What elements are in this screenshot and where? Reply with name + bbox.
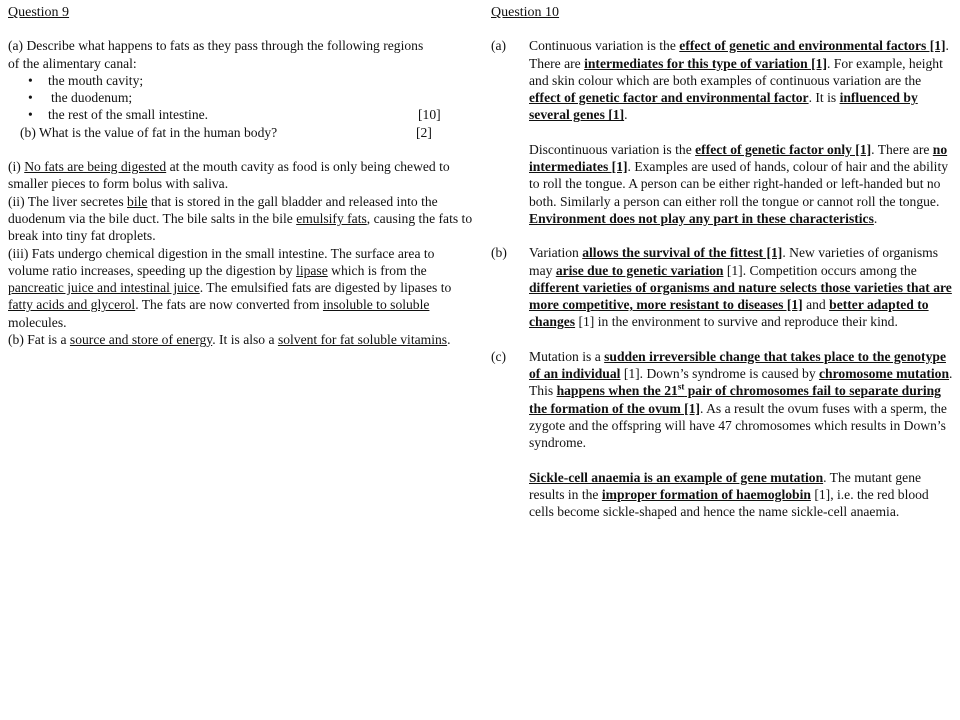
question-9a-prompt [8, 37, 478, 72]
bullet-item: • the rest of the small intestine. [10] [26, 106, 478, 123]
answer-part-b: (b) Fat is a source and store of energy. It is also a solvent for fat soluble vitamins. [8, 332, 451, 348]
bullet-item: • the mouth cavity; [26, 72, 478, 89]
marks-label: [10] [418, 107, 441, 123]
question-9-answer [8, 158, 478, 348]
answer-part-ii: (ii) The liver secretes bile that is stored in the gall bladder and released into the duodenum via the bile duct. The bile salts in the bile emulsify fats, causing the fats to break into tiny fat droplets. [8, 193, 473, 244]
question-9a-line1: (a) Describe what happens to fats as they pass through the following regions [8, 38, 424, 54]
question-9-column [8, 4, 478, 348]
question-9a-line2: of the alimentary canal: [8, 55, 137, 71]
marks-label: [2] [416, 124, 432, 140]
question-9-title: Question 9 [8, 5, 70, 20]
answer-10a-continuous: Continuous variation is the effect of genetic and environmental factors [1]. There are intermediates for this type of variation [1]. For example, height and skin colour which are both examples of continuous variation are the effect of genetic factor and environmental factor. It is influenced by several genes [1]. [529, 38, 949, 123]
question-9a-bullets [8, 72, 478, 124]
answer-10a-discontinuous: Discontinuous variation is the effect of genetic factor only [1]. There are no intermediates [1]. Examples are used of hands, colour of hair and the ability to roll the tongue. A person can be either right-handed or left-handed but no both. Similarly a person can either roll the tongue or cannot roll the tongue. Environment does not play any part in these characteristics. [529, 141, 949, 226]
question-10-column [491, 4, 953, 520]
question-10b-section [491, 244, 953, 330]
answer-10c-sickle-cell: Sickle-cell anaemia is an example of gene mutation. The mutant gene results in the improper formation of haemoglobin [1], i.e. the red blood cells become sickle-shaped and hence the name sickle-cell anaemia. [529, 469, 929, 520]
section-label: (a) [491, 38, 507, 54]
answer-10b: Variation allows the survival of the fittest [1]. New varieties of organisms may arise due to genetic variation [1]. Competition occurs among the different varieties of organisms and nature selects those varieties that are more competitive, more resistant to diseases [1] and better adapted to changes [1] in the environment to survive and reproduce their kind. [529, 245, 952, 330]
question-9b-prompt: (b) What is the value of fat in the human body? [2] [8, 124, 478, 141]
section-label: (b) [491, 245, 507, 261]
question-10a-section [491, 37, 953, 227]
answer-part-i: (i) No fats are being digested at the mouth cavity as food is only being chewed to smaller pieces to form bolus with saliva. [8, 159, 450, 192]
question-10c-section [491, 348, 953, 521]
answer-part-iii: (iii) Fats undergo chemical digestion in the small intestine. The surface area to volume ratio increases, speeding up the digestion by lipase which is from the pancreatic juice and intestinal juice. The emulsified fats are digested by lipases to fatty acids and glycerol. The fats are now converted from insoluble to soluble molecules. [8, 245, 452, 330]
section-label: (c) [491, 348, 507, 364]
bullet-item: • the duodenum; [26, 89, 478, 106]
answer-10c-downs: Mutation is a sudden irreversible change that takes place to the genotype of an individual [1]. Down’s syndrome is caused by chromosome mutation. This happens when the 21st pair of chromosomes fail to separate during the formation of the ovum [1]. As a result the ovum fuses with a sperm, the zygote and the offspring will have 47 chromosomes which results in Down’s syndrome. [529, 348, 953, 451]
question-10-title: Question 10 [491, 5, 560, 20]
